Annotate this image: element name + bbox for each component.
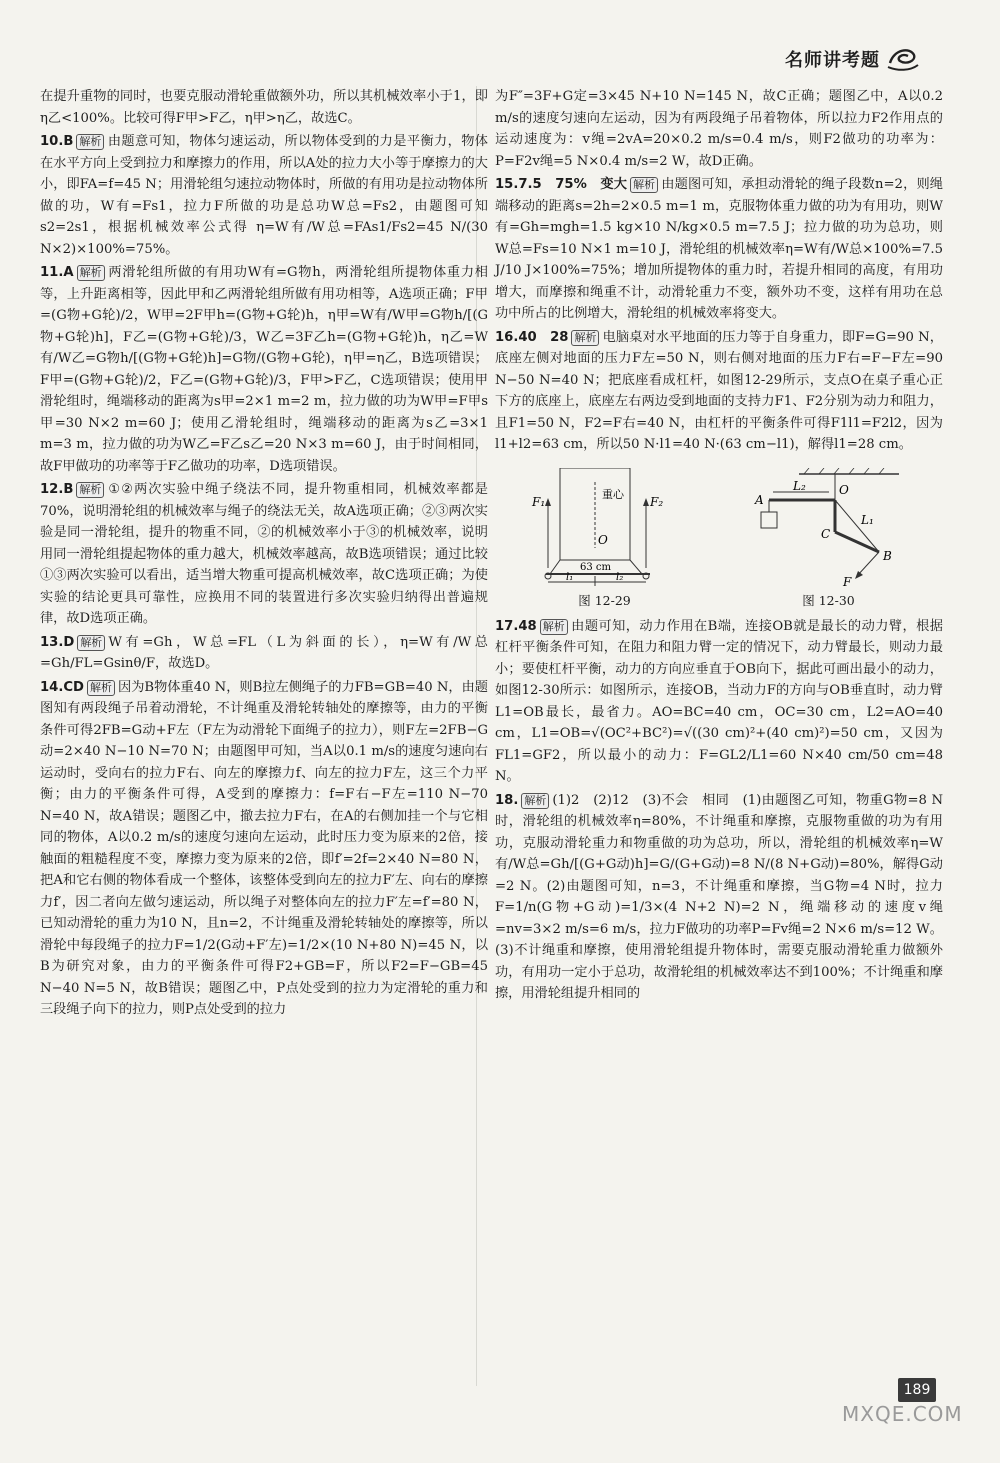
answer-text: 在提升重物的同时，也要克服动滑轮重做额外功，所以其机械效率小于1，即η乙<100%。比较可得F甲>F乙，η甲>η乙，故选C。 [40, 89, 488, 126]
answer-text: 由题可知，动力作用在B端，连接OB就是最长的动力臂，根据杠杆平衡条件可知，在阻力和阻力臂一定的情况下，动力臂最长，则动力最小；要使杠杆平衡，动力的方向应垂直于OB向下，据此可画出最小的动力，如图12-30所示：如图所示，连接OB，当动力F的方向与OB垂直时，动力臂L1=OB最长，最省力。AO=BC=40 cm，OC=30 cm，L2=AO=40 cm，L1=OB=√(OC²+BC²)=√((30 cm)²+(40 cm)²)=50 cm，又因为FL1=GF2，所以最小的动力：F=GL2/L1=60 N×40 cm/50 cm=48 N。 [495, 618, 943, 784]
answer-item [495, 616, 943, 788]
answer-text: ①②两次实验中绳子绕法不同，提升物重相同，机械效率都是70%，说明滑轮组的机械效率与绳子的绕法无关，故A选项正确；②③两次实验是同一滑轮组，提升的物重不同，②的机械效率小于③的机械效率，说明用同一滑轮组提起物体的重力越大，机械效率越高，故B选项错误；通过比较①③两次实验可以看出，适当增大物重可提高机械效率，故C选项正确；为使实验的结论更具可靠性，应换用不同的装置进行多次实验归纳得出普遍规律，故D选项正确。 [40, 482, 488, 626]
label-f1: F₁ [531, 495, 545, 509]
desk-base-lever-diagram [530, 468, 680, 588]
label-f2: F₂ [649, 495, 663, 509]
label-f: F [842, 575, 851, 588]
answer-item [40, 131, 488, 260]
watermark: MXQE.COM [842, 1402, 963, 1426]
answer-item [40, 86, 488, 129]
label-c: C [820, 527, 830, 541]
answer-text: 电脑桌对水平地面的压力等于自身重力，即F=G=90 N，底座左侧对地面的压力F左=50 N，则右侧对地面的压力F右=F−F左=90 N−50 N=40 N；把底座看成杠杆，如图12-29所示，支点O在桌子重心正下方的底座上，底座左右两边受到地面的支持力F1、F2分别为动力和阻力，且F1=50 N，F2=F右=40 N，由杠杆的平衡条件可得F1l1=F2l2，因为l1+l2=63 cm，所以50 N·l1=40 N·(63 cm−l1)，解得l1=28 cm。 [495, 329, 943, 452]
answer-text: 由题图可知，承担动滑轮的绳子段数n=2，则绳端移动的距离s=2h=2×0.5 m=1 m，克服物体重力做的功为有用功，则W有=Gh=mgh=1.5 kg×10 N/kg×0.5 m=7.5 J；拉力做的功为总功，则W总=Fs=10 N×1 m=10 J，滑轮组的机械效率η=W有/W总×100%=7.5 J/10 J×100%=75%；增加所提物体的重力时，若提升相同的高度，有用功增大，而摩擦和绳重不计，动滑轮重力不变，额外功不变，这样有用功在总功中所占的比例增大，滑轮组的机械效率将变大。 [495, 177, 943, 321]
label-o: O [597, 533, 608, 547]
left-column [40, 86, 488, 1023]
figure-caption: 图 12-29 [578, 593, 631, 608]
answer-item [495, 174, 943, 325]
figure-12-29 [530, 468, 680, 612]
answer-number: 12.B [40, 482, 74, 497]
analysis-tag: 解析 [87, 680, 115, 696]
figure-12-30 [749, 468, 909, 612]
page-header [785, 44, 920, 74]
answer-item [40, 479, 488, 630]
answer-text: (1)2 (2)12 (3)不会 相同 (1)由题图乙可知，物重G物=8 N时，滑轮组的机械效率η=80%，不计绳重和摩擦，克服物重做的功为有用功，克服动滑轮重力和物重做的功为总功，所以，滑轮组的机械效率η=W有/W总=Gh/[(G+G动)h]=G/(G+G动)=8 N/(8 N+G动)=80%，解得G动=2 N。(2)由题图可知，n=3，不计绳重和摩擦，当G物=4 N时，拉力F=1/n(G物+G动)=1/3×(4 N+2 N)=2 N，绳端移动的速度v绳=nv=3×2 m/s=6 m/s，拉力F做功的功率P=Fv绳=2 N×6 m/s=12 W。(3)不计绳重和摩擦，使用滑轮组提升物体时，需要克服动滑轮重力做额外功，有用功一定小于总功，故滑轮组的机械效率达不到100%；不计绳重和摩擦，用滑轮组提升相同的 [495, 792, 943, 1001]
label-o: O [838, 483, 849, 497]
analysis-tag: 解析 [521, 793, 549, 809]
analysis-tag: 解析 [630, 177, 658, 193]
label-a: A [754, 493, 764, 507]
answer-number: 13.D [40, 634, 75, 650]
answer-text: W有=Gh，W总=FL（L为斜面的长），η=W有/W总=Gh/FL=Gsinθ/F，故选D。 [40, 634, 488, 671]
answer-item [40, 677, 488, 1021]
header-title: 名师讲考题 [785, 50, 880, 71]
label-center: 重心 [601, 488, 624, 501]
answer-text: 两滑轮组所做的有用功W有=G物h，两滑轮组所提物体重力相等，上升距离相等，因此甲和乙两滑轮组所做有用功相等，A选项正确；F甲=(G物+G轮)/2，W甲=2F甲h=(G物+G轮)h，η甲=W有/W甲=G物h/[(G物+G轮)h]，F乙=(G物+G轮)/3，W乙=3F乙h=(G物+G轮)h，η乙=W有/W乙=G物h/[(G物+G轮)h]=G物/(G物+G轮)，η甲=η乙，B选项错误；F甲=(G物+G轮)/2，F乙=(G物+G轮)/3，F甲>F乙，C选项错误；使用甲滑轮组时，绳端移动的距离为s甲=2×1 m=2 m，拉力做的功为W甲=F甲s甲=30 N×2 m=60 J；使用乙滑轮组时，绳端移动的距离为s乙=3×1 m=3 m，拉力做的功为W乙=F乙s乙=20 N×3 m=60 J，由于时间相同，故F甲做功的功率等于F乙做功的功率，D选项错误。 [40, 265, 488, 474]
bent-lever-diagram [749, 468, 909, 588]
answer-number: 16.40 28 [495, 329, 569, 345]
analysis-tag: 解析 [540, 619, 568, 635]
figures-row [495, 462, 943, 612]
answer-text: 由题意可知，物体匀速运动，所以物体受到的力是平衡力，物体在水平方向上受到拉力和摩擦力的作用，所以A处的拉力大小等于摩擦力的大小，即FA=f=45 N；用滑轮组匀速拉动物体时，所做的有用功是拉动物体所做的功，W有=Fs1，拉力F所做的功是总功W总=Fs2，由题图可知s2=2s1，根据机械效率公式得 η=W有/W总=FAs1/Fs2=45 N/(30 N×2)×100%=75%。 [40, 134, 488, 257]
answer-number: 11.A [40, 265, 74, 280]
answer-item [495, 790, 943, 1005]
answer-number: 15.7.5 75% 变大 [495, 177, 628, 192]
figure-caption: 图 12-30 [802, 593, 855, 608]
analysis-tag: 解析 [77, 265, 105, 281]
answer-number: 10.B [40, 134, 74, 149]
answer-item [495, 327, 943, 456]
answer-item [40, 632, 488, 675]
page-number: 189 [898, 1378, 936, 1402]
label-l1: l₁ [565, 572, 573, 583]
answer-item [40, 262, 488, 477]
analysis-tag: 解析 [77, 635, 105, 651]
swirl-logo-icon [886, 45, 920, 73]
analysis-tag: 解析 [76, 134, 104, 150]
analysis-tag: 解析 [571, 330, 599, 346]
answer-text: 因为B物体重40 N，则B拉左侧绳子的力FB=GB=40 N，由题图知有两段绳子吊着动滑轮，不计绳重及滑轮转轴处的摩擦等，由力的平衡条件可得2FB=G动+F左（F左为动滑轮下面绳子的拉力），则F左=2FB−G动=2×40 N−10 N=70 N；由题图甲可知，当A以0.1 m/s的速度匀速向右运动时，受向右的拉力F右、向左的摩擦力f、向左的拉力F左，这三个力平衡；由力的平衡条件可得，A受到的摩擦力：f=F右−F左=110 N−70 N=40 N，故A错误；题图乙中，撤去拉力F右，在A的右侧加挂一个与它相同的物体，A以0.2 m/s的速度匀速向左运动，此时压力变为原来的2倍，接触面的粗糙程度不变，摩擦力变为原来的2倍，即f′=2f=2×40 N=80 N，把A和它右侧的物体看成一个整体，该整体受到向左的拉力F′左、向右的摩擦力f′，因二者向左做匀速运动，所以绳子对整体向左的拉力F′左=f′=80 N，已知动滑轮的重力为10 N，且n=2，不计绳重及滑轮转轴处的摩擦等，所以滑轮中每段绳子的拉力F=1/2(G动+F′左)=1/2×(10 N+80 N)=45 N，以B为研究对象，由力的平衡条件可得F2+GB=F，所以F2=F−GB=45 N−40 N=5 N，故B错误；题图乙中，P点处受到的拉力为定滑轮的重力和三段绳子向下的拉力，则P点处受到的拉力 [40, 679, 488, 1017]
analysis-tag: 解析 [76, 482, 104, 498]
answer-number: 17.48 [495, 618, 537, 634]
right-column [495, 86, 943, 1007]
answer-number: 14.CD [40, 679, 84, 695]
answer-number: 18. [495, 792, 519, 808]
label-width: 63 cm [579, 562, 611, 573]
answer-item [495, 86, 943, 172]
label-l2: L₂ [792, 479, 806, 493]
label-b: B [882, 549, 892, 563]
label-l1: L₁ [860, 513, 874, 527]
label-l2: l₂ [615, 572, 623, 583]
answer-text: 为F″=3F+G定=3×45 N+10 N=145 N，故C正确；题图乙中，A以0.2 m/s的速度匀速向左运动，因为有两段绳子吊着物体，所以拉力F2作用点的运动速度为：v绳=2vA=20×0.2 m/s=0.4 m/s，则F2做功的功率为：P=F2v绳=5 N×0.4 m/s=2 W，故D正确。 [495, 89, 943, 169]
